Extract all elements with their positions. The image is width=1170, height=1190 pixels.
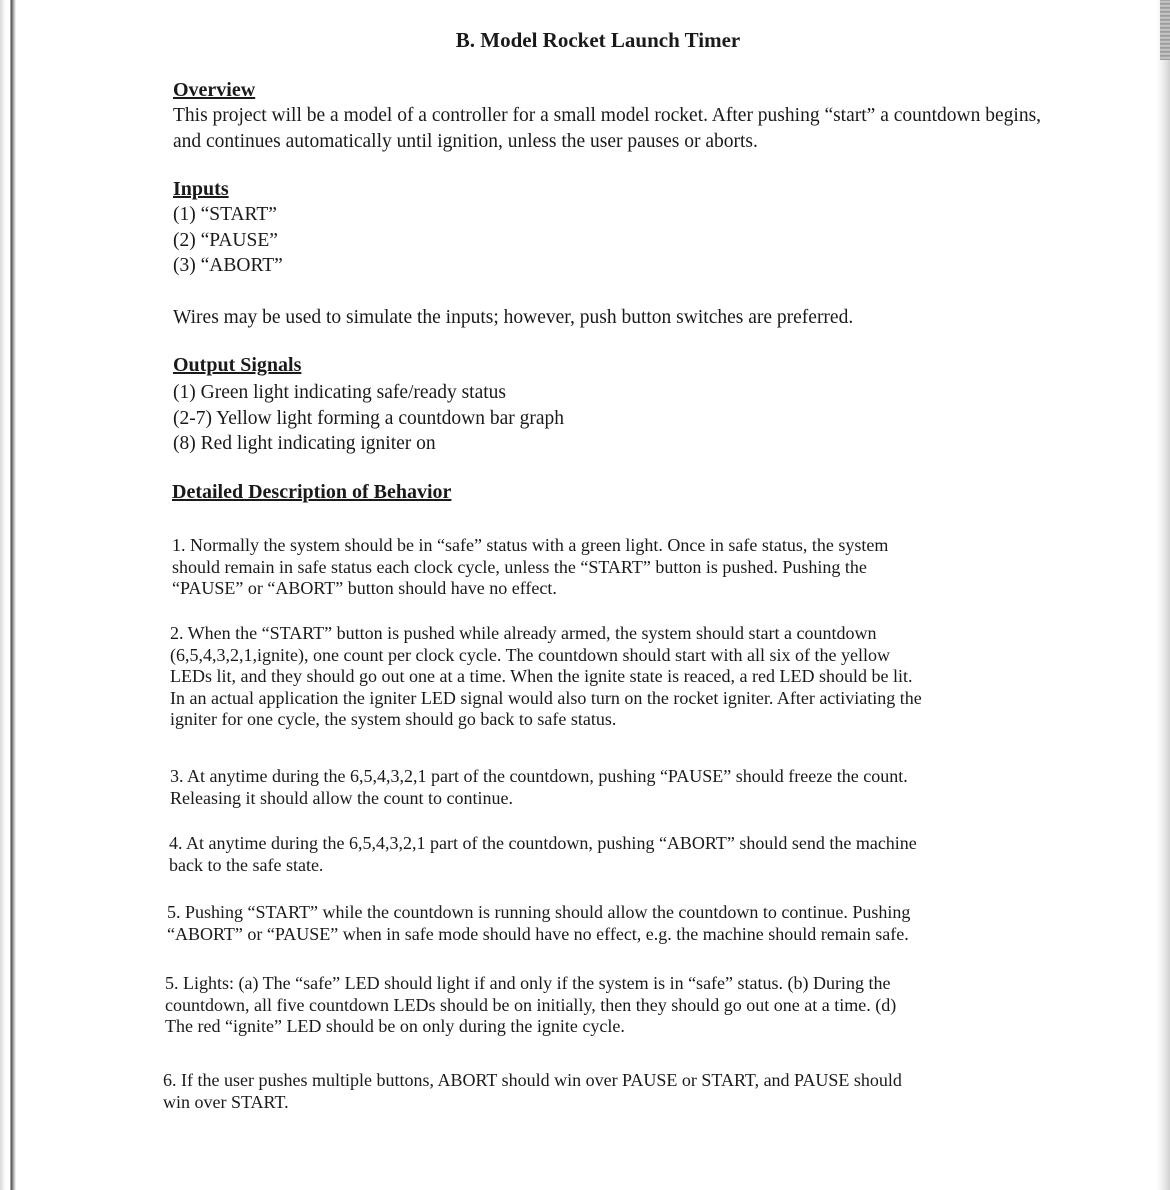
paragraph-line: In an actual application the igniter LED signal would also turn on the rocket igniter. After activiating the — [170, 687, 922, 708]
behavior-paragraph-7 — [163, 1070, 902, 1113]
behavior-paragraph-5 — [167, 902, 910, 945]
scan-edge-left — [0, 0, 26, 1190]
output-item-yellow: (2-7) Yellow light forming a countdown bar graph — [173, 407, 565, 429]
paragraph-line: The red “ignite” LED should be on only during the ignite cycle. — [165, 1016, 625, 1036]
behavior-paragraph-3 — [170, 766, 908, 809]
output-item-green: (1) Green light indicating safe/ready status — [173, 382, 507, 403]
outputs-heading: Output Signals — [173, 354, 302, 376]
paragraph-line: 5. Pushing “START” while the countdown is running should allow the countdown to continue. Pushing — [167, 902, 911, 922]
input-item-start: (1) “START” — [173, 204, 277, 225]
paragraph-line: 2. When the “START” button is pushed while already armed, the system should start a countdown — [170, 623, 877, 643]
output-item-red: (8) Red light indicating igniter on — [173, 433, 436, 454]
outputs-list — [173, 380, 564, 457]
paragraph-line: back to the safe state. — [169, 854, 324, 875]
behavior-paragraph-4 — [169, 833, 917, 876]
input-item-abort: (3) “ABORT” — [173, 255, 283, 276]
paragraph-line: “ABORT” or “PAUSE” when in safe mode should have no effect, e.g. the machine should remain safe. — [167, 923, 909, 944]
paragraph-line: “PAUSE” or “ABORT” button should have no effect. — [172, 578, 557, 598]
detailed-heading: Detailed Description of Behavior — [172, 481, 452, 503]
paragraph-line: countdown, all five countdown LEDs should be on initially, then they should go out one at a time. (d) — [165, 994, 897, 1015]
page-title: B. Model Rocket Launch Timer — [455, 28, 741, 52]
behavior-paragraph-6 — [165, 973, 896, 1038]
behavior-paragraph-1 — [172, 535, 888, 600]
wires-note: Wires may be used to simulate the inputs; however, push button switches are preferred. — [173, 307, 854, 328]
paragraph-line: should remain in safe status each clock cycle, unless the “START” button is pushed. Pushing the — [172, 556, 867, 577]
inputs-list — [173, 202, 283, 279]
input-item-pause: (2) “PAUSE” — [173, 229, 278, 251]
paragraph-line: 3. At anytime during the 6,5,4,3,2,1 part of the countdown, pushing “PAUSE” should freeze the count. — [170, 766, 908, 786]
paragraph-line: igniter for one cycle, the system should go back to safe status. — [170, 709, 617, 729]
scan-edge-right — [1156, 0, 1170, 1190]
paragraph-line: 5. Lights: (a) The “safe” LED should light if and only if the system is in “safe” status. (b) During the — [165, 973, 891, 993]
paragraph-line: Releasing it should allow the count to continue. — [170, 787, 513, 808]
overview-text: This project will be a model of a controller for a small model rocket. After pushing “start” a countdown begins, and continues automatically until ignition, unless the user pauses or aborts. — [173, 105, 1042, 152]
inputs-heading: Inputs — [173, 178, 229, 200]
behavior-paragraph-2 — [170, 623, 922, 731]
paragraph-line: win over START. — [163, 1091, 289, 1112]
paragraph-line: 4. At anytime during the 6,5,4,3,2,1 part of the countdown, pushing “ABORT” should send the machine — [169, 833, 917, 853]
paragraph-line: 6. If the user pushes multiple buttons, ABORT should win over PAUSE or START, and PAUSE should — [163, 1070, 902, 1090]
paragraph-line: (6,5,4,3,2,1,ignite), one count per clock cycle. The countdown should start with all six of the yellow — [170, 644, 891, 665]
paragraph-line: 1. Normally the system should be in “safe” status with a green light. Once in safe status, the system — [172, 535, 889, 555]
paragraph-line: LEDs lit, and they should go out one at a time. When the ignite state is reaced, a red LED should be lit. — [170, 666, 913, 686]
overview-heading: Overview — [173, 79, 256, 101]
